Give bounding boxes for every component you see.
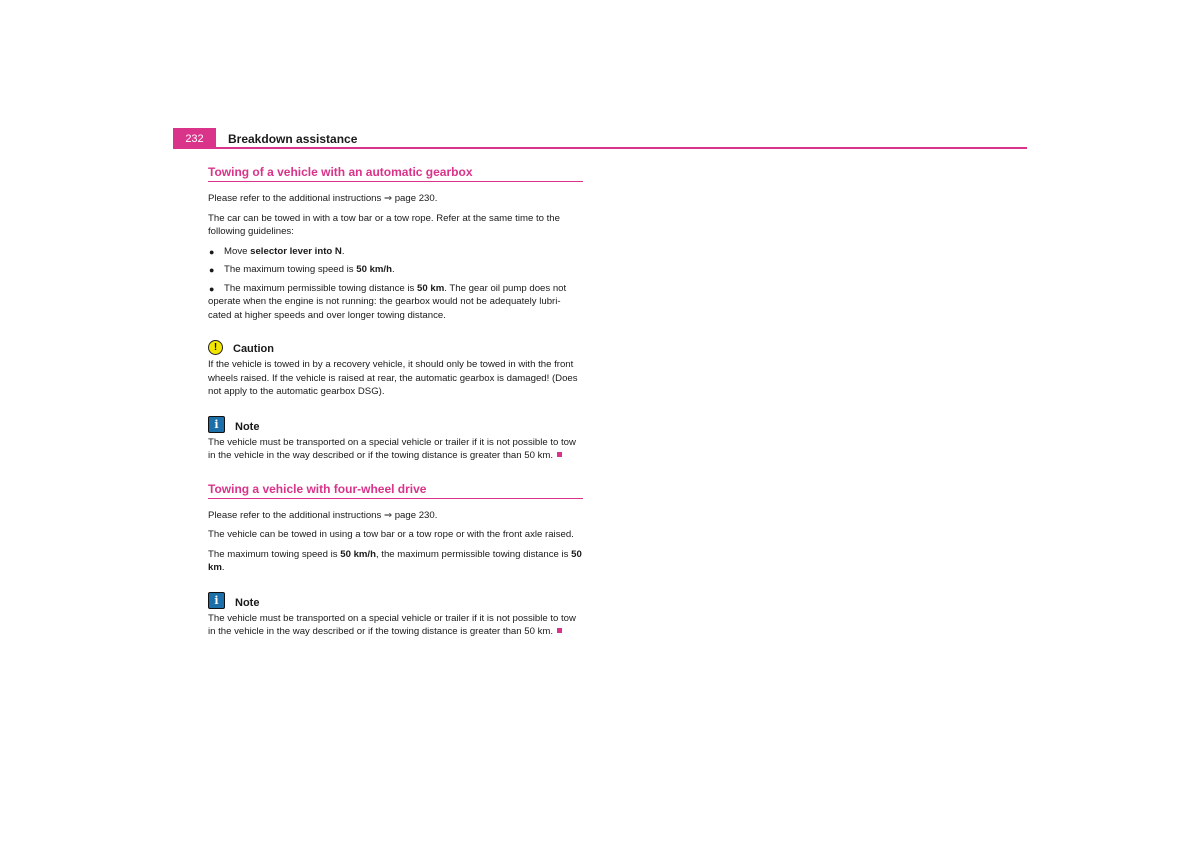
end-of-section-icon xyxy=(557,452,562,457)
bullet-icon: ● xyxy=(209,283,215,294)
bullet-icon: ● xyxy=(209,265,215,275)
page-number: 232 xyxy=(173,128,216,148)
caution-label: Caution xyxy=(233,343,274,355)
caution-icon: ! xyxy=(208,340,223,355)
paragraph-tow-methods: The car can be towed in with a tow bar or a tow rope. Refer at the same time to the following guidelines: xyxy=(208,212,560,237)
list-item: ● The maximum permissible towing distance is 50 km. The gear oil pump does not operate when the engine is not running: the gearbox would not be adequately lubri-cated at higher speeds and over longer towing distance. xyxy=(208,282,567,321)
list-item: ● The maximum towing speed is 50 km/h. xyxy=(208,263,583,277)
section-title-automatic-gearbox: Towing of a vehicle with an automatic gearbox xyxy=(208,164,583,182)
end-of-section-icon xyxy=(557,628,562,633)
section-title-four-wheel-drive: Towing a vehicle with four-wheel drive xyxy=(208,481,583,499)
caution-header xyxy=(208,337,583,355)
list-item: ● Move selector lever into N. xyxy=(208,245,583,259)
paragraph-speed-distance: The maximum towing speed is 50 km/h, the maximum permissible towing distance is 50 km. xyxy=(208,548,582,573)
note-header xyxy=(208,415,583,433)
paragraph-tow-methods: The vehicle can be towed in using a tow bar or a tow rope or with the front axle raised. xyxy=(208,529,574,540)
note-text: The vehicle must be transported on a special vehicle or trailer if it is not possible to tow in the vehicle in the way described or if the towing distance is greater than 50 km. xyxy=(208,612,576,637)
note-text: The vehicle must be transported on a special vehicle or trailer if it is not possible to tow in the vehicle in the way described or if the towing distance is greater than 50 km. xyxy=(208,436,576,461)
paragraph-refer: Please refer to the additional instructions ⇒ page 230. xyxy=(208,193,438,204)
bullet-icon: ● xyxy=(209,246,215,257)
header-rule xyxy=(173,147,1027,149)
paragraph-refer: Please refer to the additional instructions ⇒ page 230. xyxy=(208,509,438,521)
caution-text: If the vehicle is towed in by a recovery vehicle, it should only be towed in with the front wheels raised. If the vehicle is raised at rear, the automatic gearbox is damaged! (Does not apply to the automatic gearbox DSG). xyxy=(208,359,578,397)
note-header xyxy=(208,591,583,609)
note-icon: i xyxy=(208,416,225,433)
note-label: Note xyxy=(235,596,260,609)
content-column xyxy=(208,164,583,645)
chapter-title: Breakdown assistance xyxy=(228,132,358,146)
note-label: Note xyxy=(235,420,260,433)
note-icon: i xyxy=(208,592,225,609)
